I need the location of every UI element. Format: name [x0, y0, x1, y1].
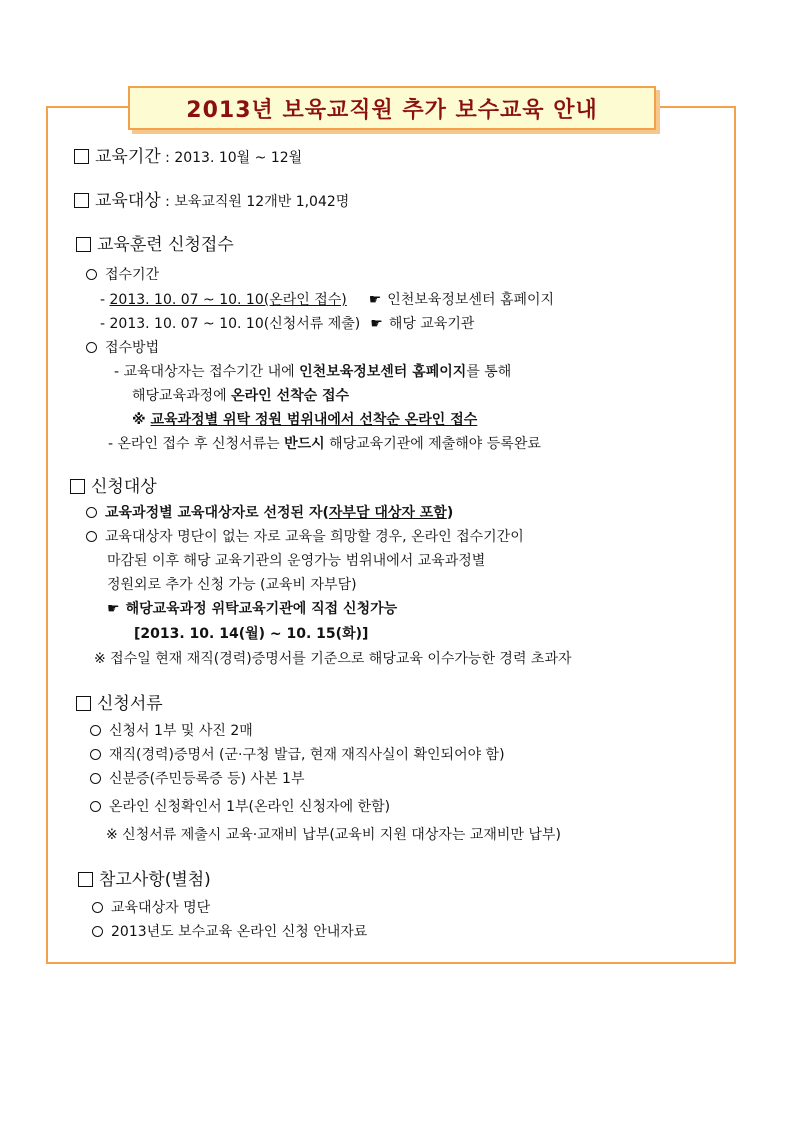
- must-text: 반드시: [284, 436, 325, 452]
- apply-method-label-row: [86, 339, 159, 357]
- checkbox-square-icon: [76, 696, 91, 711]
- refs-item: [92, 923, 367, 941]
- target-heading: 교육대상: [95, 191, 161, 211]
- apply-method-label: 접수방법: [105, 340, 160, 356]
- apply-docs-place: 해당 교육기관: [388, 316, 475, 332]
- apply-online-date: 2013. 10. 07 ~ 10. 10(온라인 접수): [109, 292, 347, 308]
- online-first-come-text: 온라인 선착순 접수: [231, 388, 350, 404]
- circle-bullet-icon: [86, 507, 97, 518]
- docs-item: [90, 798, 390, 816]
- eligible-heading: 신청대상: [91, 477, 157, 497]
- apply-docs-date: 2013. 10. 07 ~ 10. 10(신청서류 제출): [109, 316, 361, 332]
- eligible-item-1: [86, 504, 453, 522]
- text: - 교육대상자는 접수기간 내에: [114, 364, 300, 380]
- apply-method-line-3: [132, 411, 477, 429]
- title-box: [128, 86, 656, 130]
- section-eligible: [70, 476, 157, 498]
- section-period: [74, 146, 302, 169]
- checkbox-square-icon: [78, 872, 93, 887]
- eligible-item-2-line-3: 정원외로 추가 신청 가능 (교육비 자부담): [107, 577, 357, 593]
- circle-bullet-icon: [90, 749, 101, 760]
- apply-period-label: 접수기간: [105, 267, 160, 283]
- docs-item: [90, 746, 505, 764]
- dash: -: [100, 316, 110, 332]
- circle-bullet-icon: [86, 342, 97, 353]
- quota-note: 교육과정별 위탁 정원 범위내에서 선착순 온라인 접수: [150, 412, 478, 428]
- text: - 온라인 접수 후 신청서류는: [108, 436, 285, 452]
- text: 해당교육과정 위탁교육기관에 직접 신청가능: [125, 601, 398, 617]
- period-heading: 교육기간: [95, 147, 161, 167]
- dash: -: [100, 292, 110, 308]
- pointing-hand-icon: ☛: [107, 601, 120, 617]
- section-docs: [76, 693, 163, 715]
- checkbox-square-icon: [74, 193, 89, 208]
- eligible-note: ※ 접수일 현재 재직(경력)증명서를 기준으로 해당교육 이수가능한 경력 초과자: [94, 651, 572, 667]
- circle-bullet-icon: [92, 926, 103, 937]
- eligible-direct-apply: [107, 600, 397, 618]
- apply-period-online: [100, 291, 554, 309]
- text: 2013년도 보수교육 온라인 신청 안내자료: [111, 924, 368, 940]
- apply-online-place: 인천보육정보센터 홈페이지: [387, 292, 555, 308]
- docs-heading: 신청서류: [97, 694, 163, 714]
- apply-method-line-2: [132, 387, 349, 405]
- text: 해당교육기관에 제출해야 등록완료: [324, 436, 541, 452]
- text: 교육대상자 명단이 없는 자로 교육을 희망할 경우, 온라인 접수기간이: [105, 529, 524, 545]
- apply-period-label-row: [86, 266, 159, 284]
- apply-period-docs: [100, 315, 474, 333]
- section-apply: [76, 234, 234, 256]
- apply-method-line-4: [108, 435, 541, 453]
- eligible-date-range: [2013. 10. 14(월) ~ 10. 15(화)]: [134, 626, 369, 642]
- refs-item: [92, 899, 210, 917]
- text: 교육대상자 명단: [111, 900, 211, 916]
- center-homepage-text: 인천보육정보센터 홈페이지: [299, 364, 467, 380]
- apply-heading: 교육훈련 신청접수: [97, 235, 234, 255]
- docs-item: [90, 770, 304, 788]
- section-refs: [78, 869, 211, 891]
- text: 신분증(주민등록증 등) 사본 1부: [109, 771, 305, 787]
- text: 신청서 1부 및 사진 2매: [109, 723, 253, 739]
- pointing-hand-icon: ☛: [368, 292, 382, 308]
- text: 해당교육과정에: [132, 388, 232, 404]
- eligible-item-2-line-2: 마감된 이후 해당 교육기관의 운영가능 범위내에서 교육과정별: [107, 553, 486, 569]
- circle-bullet-icon: [90, 725, 101, 736]
- text: 교육과정별 교육대상자로 선정된 자(: [105, 505, 329, 521]
- reference-mark: ※: [132, 412, 151, 428]
- eligible-item-2: [86, 528, 524, 546]
- docs-item: [90, 722, 253, 740]
- checkbox-square-icon: [70, 479, 85, 494]
- text: 를 통해: [466, 364, 512, 380]
- section-target: [74, 190, 349, 213]
- refs-heading: 참고사항(별첨): [99, 870, 211, 890]
- period-value: : 2013. 10월 ~ 12월: [160, 150, 303, 166]
- text: ): [446, 505, 454, 521]
- circle-bullet-icon: [92, 902, 103, 913]
- pointing-hand-icon: ☛: [370, 316, 383, 332]
- checkbox-square-icon: [74, 149, 89, 164]
- circle-bullet-icon: [90, 773, 101, 784]
- circle-bullet-icon: [86, 531, 97, 542]
- text: 온라인 신청확인서 1부(온라인 신청자에 한함): [109, 799, 391, 815]
- target-value: : 보육교직원 12개반 1,042명: [160, 194, 350, 210]
- self-pay-included: 자부담 대상자 포함: [328, 505, 447, 521]
- page-title: 2013년 보육교직원 추가 보수교육 안내: [186, 97, 598, 123]
- circle-bullet-icon: [90, 801, 101, 812]
- docs-note: ※ 신청서류 제출시 교육·교재비 납부(교육비 지원 대상자는 교재비만 납부): [106, 827, 561, 843]
- text: 재직(경력)증명서 (군·구청 발급, 현재 재직사실이 확인되어야 함): [109, 747, 505, 763]
- circle-bullet-icon: [86, 269, 97, 280]
- checkbox-square-icon: [76, 237, 91, 252]
- apply-method-line-1: [114, 363, 511, 381]
